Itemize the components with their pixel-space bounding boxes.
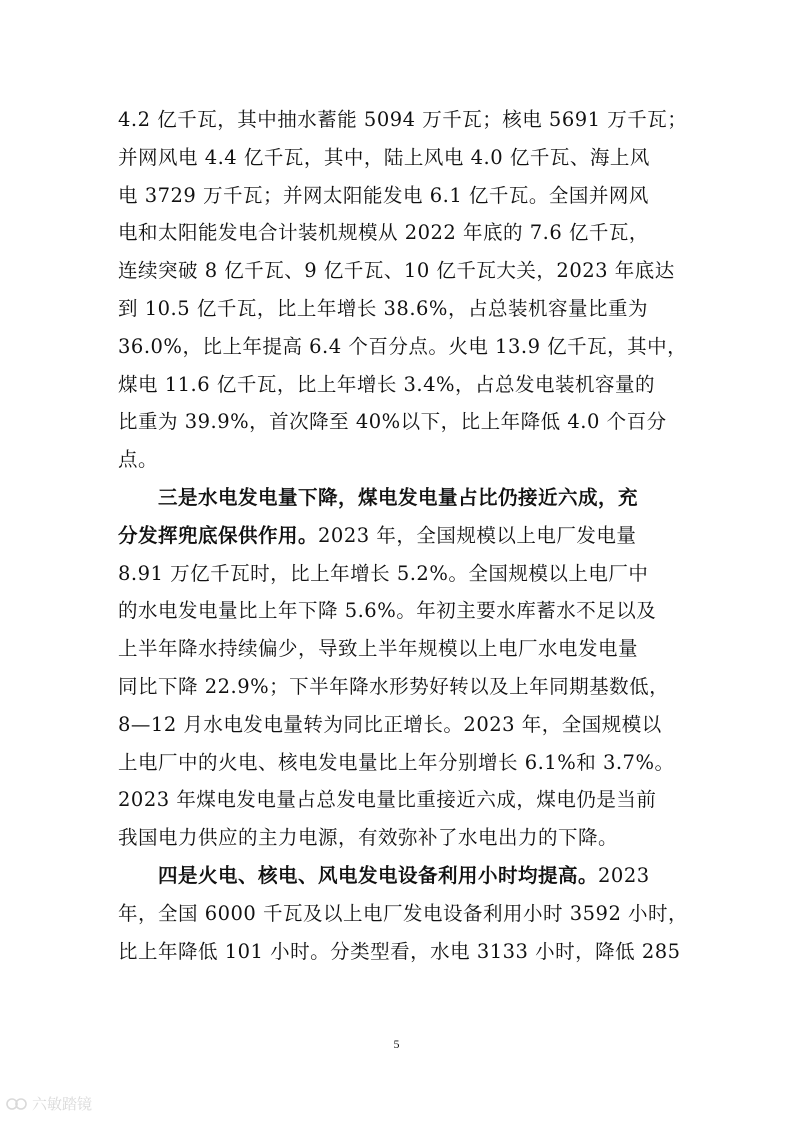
text-line <box>118 214 678 252</box>
bold-lead-text: 四是火电、核电、风电发电设备利用小时均提高。 <box>158 863 599 887</box>
line-text: 36.0%，比上年提高 6.4 个百分点。火电 13.9 亿千瓦，其中， <box>118 334 688 358</box>
page-number: 5 <box>393 1037 400 1051</box>
text-line <box>118 101 688 139</box>
line-text: 年，全国 6000 千瓦及以上电厂发电设备利用小时 3592 小时， <box>118 901 689 925</box>
text-line <box>118 366 678 404</box>
text-line <box>118 592 678 630</box>
text-line <box>118 706 678 744</box>
line-text: 比重为 39.9%，首次降至 40%以下，比上年降低 4.0 个百分 <box>118 410 667 434</box>
line-text: 8.91 万亿千瓦时，比上年增长 5.2%。全国规模以上电厂中 <box>118 561 649 585</box>
text-line <box>118 933 681 971</box>
line-text: 4.2 亿千瓦，其中抽水蓄能 5094 万千瓦；核电 5691 万千瓦； <box>118 108 688 131</box>
body-text <box>118 101 689 970</box>
app-logo-icon <box>6 1096 28 1112</box>
line-text: 煤电 11.6 亿千瓦，比上年增长 3.4%，占总发电装机容量的 <box>118 372 656 396</box>
line-text: 电和太阳能发电合计装机规模从 2022 年底的 7.6 亿千瓦， <box>118 221 649 245</box>
text-line <box>118 668 678 706</box>
text-line <box>118 819 678 857</box>
line-text: 2023 <box>598 863 650 887</box>
watermark-text: 六敏踏镜 <box>32 1095 93 1113</box>
text-line <box>118 290 678 328</box>
line-text: 点。 <box>118 448 159 472</box>
text-line <box>118 403 678 441</box>
text-line <box>118 857 678 895</box>
text-line <box>118 781 678 819</box>
line-text: 上半年降水持续偏少，导致上半年规模以上电厂水电发电量 <box>118 637 639 661</box>
watermark <box>6 1093 92 1114</box>
text-line <box>118 479 678 517</box>
bold-lead-text: 分发挥兜底保供作用。 <box>118 523 319 547</box>
text-line <box>118 252 678 290</box>
text-line <box>118 630 678 668</box>
line-text: 2023 年，全国规模以上电厂发电量 <box>318 523 637 547</box>
bold-lead-text: 三是水电发电量下降，煤电发电量占比仍接近六成，充 <box>158 485 639 509</box>
text-line <box>118 441 678 479</box>
line-text: 并网风电 4.4 亿千瓦，其中，陆上风电 4.0 亿千瓦、海上风 <box>118 145 650 169</box>
line-text: 连续突破 8 亿千瓦、9 亿千瓦、10 亿千瓦大关，2023 年底达 <box>118 259 675 283</box>
text-line <box>118 555 678 593</box>
line-text: 比上年降低 101 小时。分类型看，水电 3133 小时，降低 285 <box>118 939 681 963</box>
text-line <box>118 744 678 782</box>
line-text: 的水电发电量比上年下降 5.6%。年初主要水库蓄水不足以及 <box>118 599 657 623</box>
text-line <box>118 177 678 215</box>
line-text: 2023 年煤电发电量占总发电量比重接近六成，煤电仍是当前 <box>118 788 657 812</box>
text-line <box>118 139 678 177</box>
text-line <box>118 517 678 555</box>
line-text: 同比下降 22.9%；下半年降水形势好转以及上年同期基数低， <box>118 674 670 698</box>
text-line <box>118 328 688 366</box>
line-text: 上电厂中的火电、核电发电量比上年分别增长 6.1%和 3.7%。 <box>118 750 675 774</box>
text-line <box>118 895 689 933</box>
line-text: 到 10.5 亿千瓦，比上年增长 38.6%，占总装机容量比重为 <box>118 296 648 320</box>
line-text: 我国电力供应的主力电源，有效弥补了水电出力的下降。 <box>118 826 619 850</box>
line-text: 电 3729 万千瓦；并网太阳能发电 6.1 亿千瓦。全国并网风 <box>118 183 649 207</box>
line-text: 8—12 月水电发电量转为同比正增长。2023 年，全国规模以 <box>118 712 662 736</box>
